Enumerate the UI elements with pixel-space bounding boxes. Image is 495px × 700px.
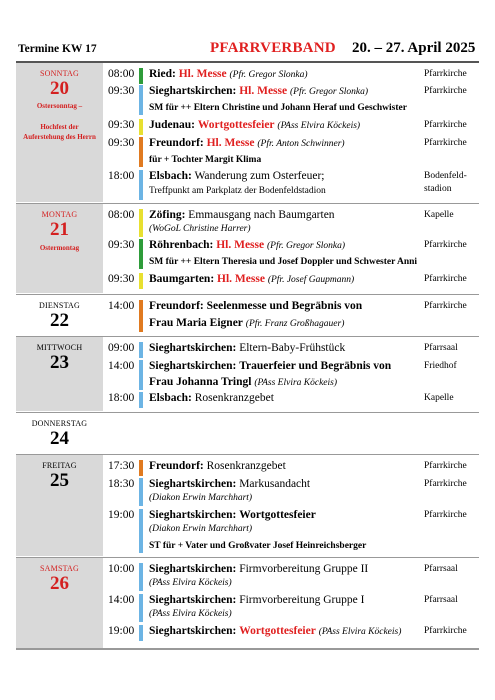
event-location: Pfarrsaal bbox=[424, 595, 458, 605]
event-detail: Frau Johanna Tringl bbox=[149, 376, 252, 388]
day-number: 26 bbox=[50, 573, 69, 594]
day-name: DONNERSTAG bbox=[31, 419, 88, 428]
location-color-bar bbox=[139, 209, 143, 237]
event-location: Pfarrkirche bbox=[424, 301, 467, 311]
event-place: Sieghartskirchen: bbox=[149, 360, 237, 372]
event-location: Pfarrkirche bbox=[424, 120, 467, 130]
location-color-bar bbox=[139, 273, 143, 289]
event-time: 09:00 bbox=[108, 342, 135, 354]
event-location: Pfarrkirche bbox=[424, 240, 467, 250]
location-color-bar bbox=[139, 509, 143, 553]
location-color-bar bbox=[139, 119, 143, 135]
location-color-bar bbox=[139, 594, 143, 622]
event-location: Pfarrsaal bbox=[424, 343, 458, 353]
event-location: Pfarrkirche bbox=[424, 69, 467, 79]
day-column bbox=[16, 63, 103, 202]
event-location: Pfarrkirche bbox=[424, 86, 467, 96]
event-place: Ried: bbox=[149, 68, 176, 80]
event-type: Wortgottesfeier bbox=[197, 119, 275, 131]
location-color-bar bbox=[139, 68, 143, 84]
event-officiant: (Pfr. Gregor Slonka) bbox=[289, 87, 368, 97]
event-time: 19:00 bbox=[108, 509, 135, 521]
event-officiant: (PAss Elvira Köckeis) bbox=[254, 378, 338, 388]
location-color-bar bbox=[139, 300, 143, 332]
event-type: Firmvorbereitung Gruppe II bbox=[239, 563, 369, 575]
event-place: Sieghartskirchen: bbox=[149, 594, 237, 606]
event-time: 09:30 bbox=[108, 239, 135, 251]
event-place: Sieghartskirchen: bbox=[149, 509, 237, 521]
mass-intention: ST für + Vater und Großvater Josef Heinreichsberger bbox=[149, 541, 367, 551]
event-officiant: (PAss Elvira Köckeis) bbox=[149, 609, 232, 619]
location-color-bar bbox=[139, 170, 143, 200]
event-place: Freundorf: bbox=[149, 460, 204, 472]
bottom-divider bbox=[16, 648, 479, 650]
event-place: Sieghartskirchen: bbox=[149, 563, 237, 575]
mass-intention: SM für ++ Eltern Theresia und Josef Doppler und Schwester Anni bbox=[149, 257, 418, 267]
header bbox=[0, 0, 495, 66]
event-place: Freundorf: bbox=[149, 137, 204, 149]
event-type: Hl. Messe bbox=[216, 239, 265, 251]
event-time: 18:00 bbox=[108, 392, 135, 404]
mass-intention: für + Tochter Margit Klima bbox=[149, 155, 262, 165]
event-type: Firmvorbereitung Gruppe I bbox=[239, 594, 365, 606]
day-number: 21 bbox=[50, 219, 69, 240]
event-officiant: (PAss Elvira Köckeis) bbox=[149, 578, 232, 588]
event-time: 09:30 bbox=[108, 119, 135, 131]
date-range: 20. – 27. April 2025 bbox=[352, 40, 476, 56]
location-color-bar bbox=[139, 85, 143, 115]
day-name: FREITAG bbox=[42, 461, 77, 470]
day-name: SAMSTAG bbox=[40, 564, 79, 573]
event-location: Pfarrsaal bbox=[424, 564, 458, 574]
event-type: Hl. Messe bbox=[178, 68, 227, 80]
day-subtitle: Hochfest der bbox=[40, 123, 79, 131]
event-location: Kapelle bbox=[424, 393, 454, 403]
day-column bbox=[16, 337, 103, 411]
event-time: 08:00 bbox=[108, 68, 135, 80]
event-time: 17:30 bbox=[108, 460, 135, 472]
event-type: Wortgottesfeier bbox=[239, 509, 316, 521]
day-number: 22 bbox=[50, 310, 69, 331]
event-type: Wortgottesfeier bbox=[239, 625, 316, 637]
event-officiant: (PAss Elvira Köckeis) bbox=[277, 121, 361, 131]
event-type: Emmausgang nach Baumgarten bbox=[188, 209, 335, 221]
day-column bbox=[16, 455, 103, 556]
event-detail: Frau Maria Eigner bbox=[149, 317, 243, 329]
event-time: 18:30 bbox=[108, 478, 135, 490]
location-color-bar bbox=[139, 563, 143, 591]
event-officiant: (Diakon Erwin Marchhart) bbox=[149, 493, 253, 503]
event-location: Pfarrkirche bbox=[424, 479, 467, 489]
event-type: Hl. Messe bbox=[206, 137, 255, 149]
day-block-thursday bbox=[16, 413, 479, 453]
day-subtitle: Ostermontag bbox=[39, 244, 80, 252]
week-label: Termine KW 17 bbox=[18, 43, 97, 55]
location-color-bar bbox=[139, 137, 143, 167]
mass-intention: SM für ++ Eltern Christine und Johann Heraf und Geschwister bbox=[149, 103, 407, 113]
event-officiant: (WoGoL Christine Harrer) bbox=[149, 224, 251, 234]
event-detail: Treffpunkt am Parkplatz der Bodenfeldstadion bbox=[149, 186, 326, 196]
event-place: Sieghartskirchen: bbox=[149, 625, 237, 637]
day-number: 24 bbox=[50, 428, 69, 449]
event-type: Rosenkranzgebet bbox=[194, 392, 274, 404]
event-time: 14:00 bbox=[108, 300, 135, 312]
event-location: Pfarrkirche bbox=[424, 138, 467, 148]
event-place: Elsbach: bbox=[149, 392, 192, 404]
event-location: Pfarrkirche bbox=[424, 461, 467, 471]
event-officiant: (Pfr. Franz Großhagauer) bbox=[245, 319, 345, 329]
event-location: Pfarrkirche bbox=[424, 510, 467, 520]
event-place: Sieghartskirchen: bbox=[149, 478, 237, 490]
event-place: Zöfing: bbox=[149, 209, 186, 221]
event-time: 09:30 bbox=[108, 273, 135, 285]
event-location: Pfarrkirche bbox=[424, 626, 467, 636]
event-type: Seelenmesse und Begräbnis von bbox=[206, 300, 363, 312]
event-officiant: (Pfr. Anton Schwinner) bbox=[257, 139, 345, 149]
event-location: Bodenfeld- bbox=[424, 171, 467, 181]
event-officiant: (PAss Elvira Köckeis) bbox=[318, 627, 402, 637]
event-location: Kapelle bbox=[424, 210, 454, 220]
location-color-bar bbox=[139, 460, 143, 476]
day-column bbox=[16, 413, 103, 453]
day-column bbox=[16, 295, 103, 335]
event-place: Sieghartskirchen: bbox=[149, 85, 237, 97]
event-type: Rosenkranzgebet bbox=[206, 460, 286, 472]
location-color-bar bbox=[139, 342, 143, 358]
event-type: Wanderung zum Osterfeuer; bbox=[194, 170, 325, 182]
event-location: stadion bbox=[424, 184, 452, 194]
event-time: 09:30 bbox=[108, 85, 135, 97]
event-place: Röhrenbach: bbox=[149, 239, 214, 251]
event-place: Judenau: bbox=[149, 119, 196, 131]
day-name: MONTAG bbox=[41, 210, 78, 219]
location-color-bar bbox=[139, 478, 143, 506]
event-place: Sieghartskirchen: bbox=[149, 342, 237, 354]
event-type: Hl. Messe bbox=[217, 273, 265, 285]
event-location: Friedhof bbox=[424, 361, 457, 371]
day-number: 25 bbox=[50, 470, 69, 491]
day-number: 23 bbox=[50, 352, 69, 373]
event-time: 08:00 bbox=[108, 209, 135, 221]
event-place: Freundorf: bbox=[149, 300, 204, 312]
event-time: 10:00 bbox=[108, 563, 135, 575]
event-officiant: (Pfr. Josef Gaupmann) bbox=[267, 275, 355, 285]
page-title: PFARRVERBAND bbox=[210, 40, 336, 56]
event-place: Elsbach: bbox=[149, 170, 192, 182]
event-type: Trauerfeier und Begräbnis von bbox=[239, 360, 392, 372]
day-column bbox=[16, 204, 103, 293]
event-time: 09:30 bbox=[108, 137, 135, 149]
event-time: 14:00 bbox=[108, 360, 135, 372]
day-column bbox=[16, 558, 103, 648]
event-time: 18:00 bbox=[108, 170, 135, 182]
event-time: 19:00 bbox=[108, 625, 135, 637]
event-time: 14:00 bbox=[108, 594, 135, 606]
location-color-bar bbox=[139, 392, 143, 408]
event-place: Baumgarten: bbox=[149, 273, 215, 285]
day-name: DIENSTAG bbox=[39, 301, 80, 310]
event-officiant: (Pfr. Gregor Slonka) bbox=[229, 70, 308, 80]
location-color-bar bbox=[139, 239, 143, 269]
event-type: Hl. Messe bbox=[239, 85, 288, 97]
day-subtitle: Ostersonntag – bbox=[36, 102, 83, 110]
day-subtitle: Auferstehung des Herrn bbox=[23, 133, 96, 141]
location-color-bar bbox=[139, 625, 143, 641]
event-officiant: (Diakon Erwin Marchhart) bbox=[149, 524, 253, 534]
event-location: Pfarrkirche bbox=[424, 274, 467, 284]
day-number: 20 bbox=[50, 78, 69, 99]
day-name: SONNTAG bbox=[40, 69, 79, 78]
event-type: Markusandacht bbox=[239, 478, 311, 490]
day-name: MITTWOCH bbox=[36, 343, 83, 352]
event-type: Eltern-Baby-Frühstück bbox=[239, 342, 346, 354]
location-color-bar bbox=[139, 360, 143, 390]
event-officiant: (Pfr. Gregor Slonka) bbox=[266, 241, 345, 251]
